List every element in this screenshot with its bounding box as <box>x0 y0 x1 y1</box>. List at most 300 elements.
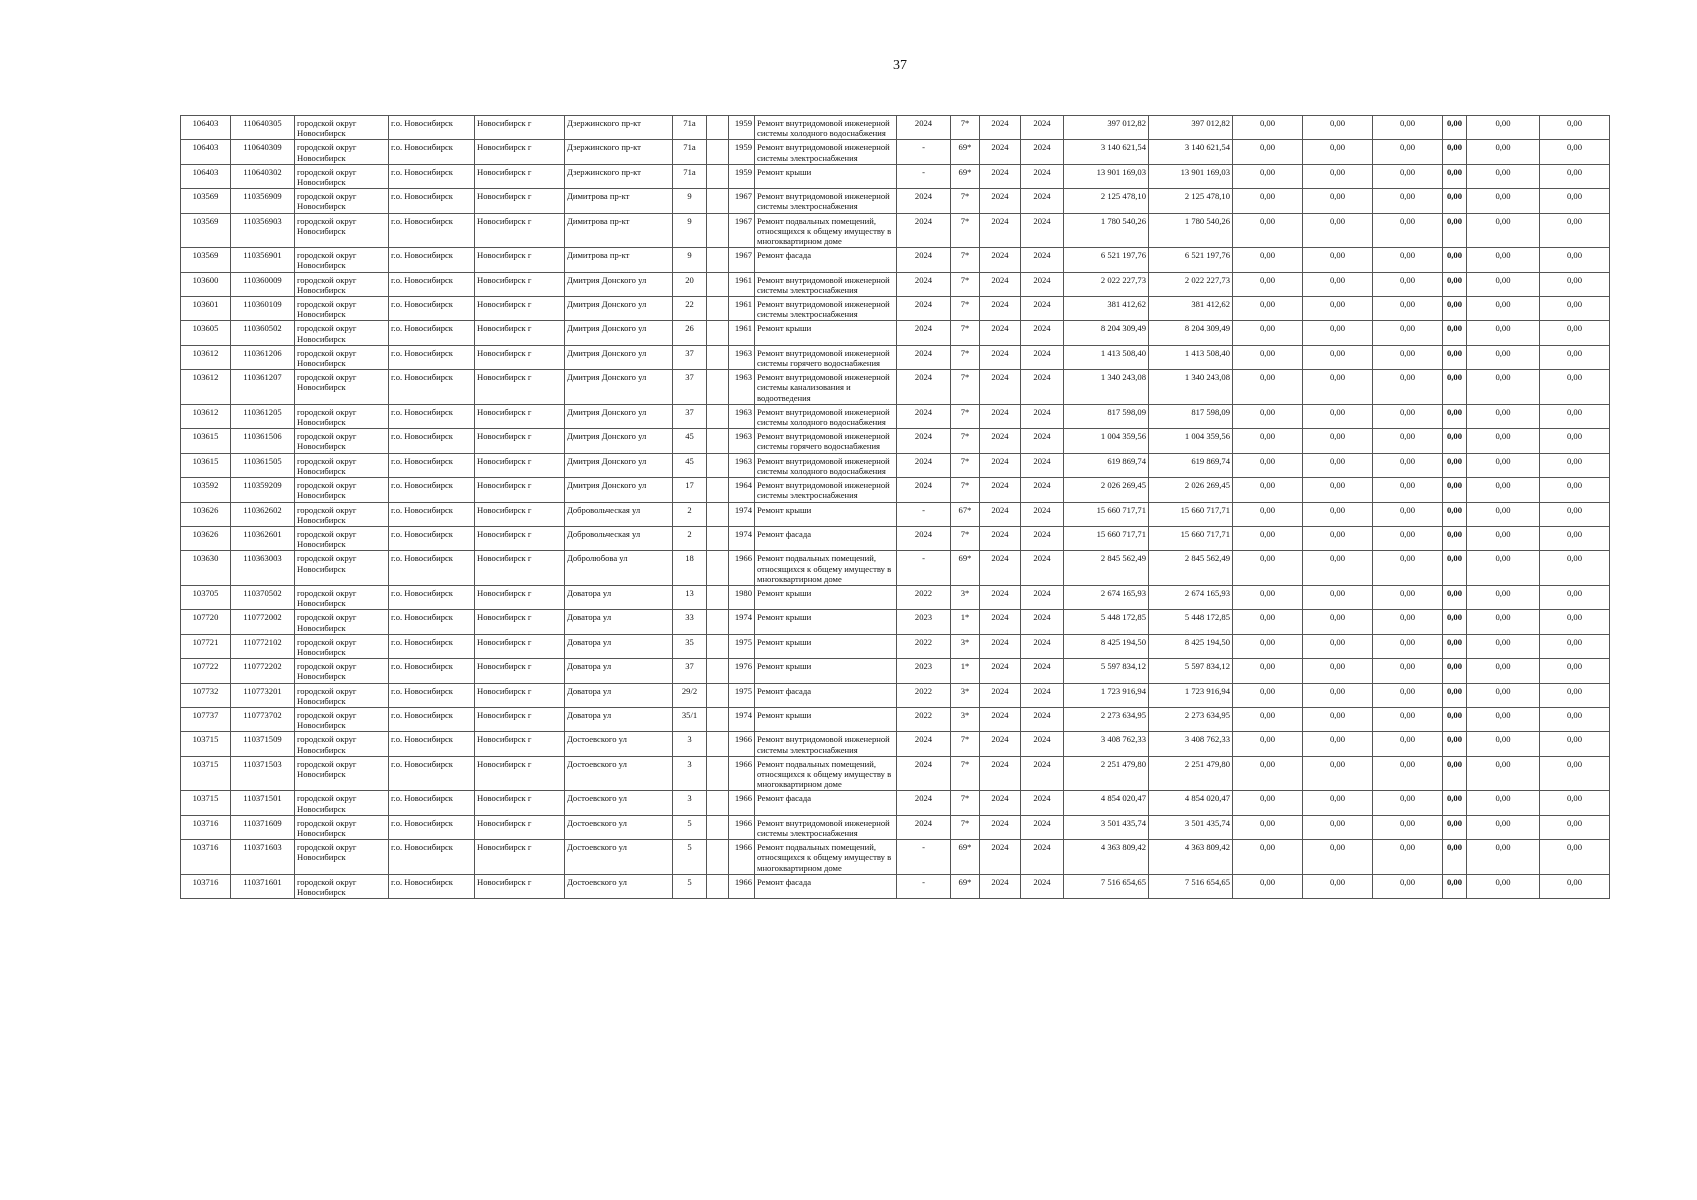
cell-work-type: Ремонт внутридомовой инженерной системы электроснабжения <box>755 297 897 321</box>
cell-federal-cost: 0,00 <box>1233 732 1303 756</box>
cell-city-district: г.о. Новосибирск <box>389 453 475 477</box>
cell-work-id: 110772202 <box>231 659 295 683</box>
cell-municipality: городской округ Новосибирск <box>295 551 389 586</box>
cell-building <box>707 453 729 477</box>
cell-reason: 3* <box>951 634 980 658</box>
cell-reason: 7* <box>951 478 980 502</box>
cell-year-built: 1961 <box>729 297 755 321</box>
cell-municipality: городской округ Новосибирск <box>295 478 389 502</box>
cell-planned-year: 2024 <box>897 791 951 815</box>
cell-year-built: 1959 <box>729 140 755 164</box>
cell-house-number: 5 <box>673 840 707 875</box>
cell-house-id: 103715 <box>181 732 231 756</box>
cell-work-id: 110361506 <box>231 429 295 453</box>
table-row <box>181 732 1610 756</box>
cell-planned-year: - <box>897 140 951 164</box>
cell-reason: 7* <box>951 815 980 839</box>
cell-total-cost: 6 521 197,76 <box>1064 248 1149 272</box>
cell-owners-cost: 0,00 <box>1467 321 1540 345</box>
cell-planned-year: 2022 <box>897 707 951 731</box>
cell-street: Доватора ул <box>565 707 673 731</box>
cell-work-type: Ремонт крыши <box>755 164 897 188</box>
cell-other: 0,00 <box>1443 683 1467 707</box>
cell-work-id: 110640305 <box>231 116 295 140</box>
cell-street: Дмитрия Донского ул <box>565 272 673 296</box>
cell-locality: Новосибирск г <box>475 526 565 550</box>
cell-total-cost: 4 854 020,47 <box>1064 791 1149 815</box>
cell-end-year: 2024 <box>1021 321 1064 345</box>
cell-local-cost: 0,00 <box>1373 732 1443 756</box>
cell-work-type: Ремонт крыши <box>755 321 897 345</box>
cell-start-year: 2024 <box>980 585 1021 609</box>
cell-regional-fund-cost: 2 125 478,10 <box>1149 189 1233 213</box>
cell-local-cost: 0,00 <box>1373 634 1443 658</box>
cell-planned-year: 2024 <box>897 732 951 756</box>
cell-year-built: 1963 <box>729 404 755 428</box>
cell-regional-fund-cost: 15 660 717,71 <box>1149 526 1233 550</box>
cell-work-type: Ремонт внутридомовой инженерной системы электроснабжения <box>755 815 897 839</box>
cell-total-cost: 1 413 508,40 <box>1064 345 1149 369</box>
cell-total-cost: 381 412,62 <box>1064 297 1149 321</box>
cell-house-id: 103715 <box>181 756 231 791</box>
cell-owners-cost: 0,00 <box>1467 683 1540 707</box>
cell-work-id: 110361206 <box>231 345 295 369</box>
cell-municipality: городской округ Новосибирск <box>295 585 389 609</box>
cell-work-id: 110371603 <box>231 840 295 875</box>
cell-city-district: г.о. Новосибирск <box>389 345 475 369</box>
cell-house-id: 103612 <box>181 404 231 428</box>
cell-remaining-cost: 0,00 <box>1540 585 1610 609</box>
cell-reason: 3* <box>951 585 980 609</box>
cell-building <box>707 791 729 815</box>
cell-regional-fund-cost: 2 845 562,49 <box>1149 551 1233 586</box>
cell-year-built: 1963 <box>729 345 755 369</box>
cell-local-cost: 0,00 <box>1373 164 1443 188</box>
cell-remaining-cost: 0,00 <box>1540 213 1610 248</box>
cell-year-built: 1963 <box>729 453 755 477</box>
cell-work-id: 110772002 <box>231 610 295 634</box>
cell-planned-year: 2022 <box>897 683 951 707</box>
cell-owners-cost: 0,00 <box>1467 551 1540 586</box>
cell-house-id: 103612 <box>181 370 231 405</box>
cell-planned-year: - <box>897 874 951 898</box>
cell-other: 0,00 <box>1443 213 1467 248</box>
cell-house-id: 107732 <box>181 683 231 707</box>
cell-remaining-cost: 0,00 <box>1540 610 1610 634</box>
cell-building <box>707 370 729 405</box>
cell-planned-year: 2024 <box>897 297 951 321</box>
cell-work-type: Ремонт фасада <box>755 683 897 707</box>
cell-street: Достоевского ул <box>565 756 673 791</box>
cell-other: 0,00 <box>1443 707 1467 731</box>
cell-regional-cost: 0,00 <box>1303 116 1373 140</box>
cell-regional-cost: 0,00 <box>1303 585 1373 609</box>
cell-work-id: 110361207 <box>231 370 295 405</box>
cell-other: 0,00 <box>1443 634 1467 658</box>
cell-start-year: 2024 <box>980 272 1021 296</box>
cell-regional-cost: 0,00 <box>1303 140 1373 164</box>
cell-house-id: 103626 <box>181 526 231 550</box>
cell-year-built: 1967 <box>729 248 755 272</box>
cell-house-id: 103716 <box>181 815 231 839</box>
cell-house-number: 17 <box>673 478 707 502</box>
cell-locality: Новосибирск г <box>475 683 565 707</box>
cell-planned-year: 2024 <box>897 272 951 296</box>
cell-house-number: 33 <box>673 610 707 634</box>
cell-building <box>707 297 729 321</box>
cell-other: 0,00 <box>1443 659 1467 683</box>
cell-year-built: 1967 <box>729 213 755 248</box>
cell-city-district: г.о. Новосибирск <box>389 659 475 683</box>
cell-start-year: 2024 <box>980 634 1021 658</box>
cell-owners-cost: 0,00 <box>1467 272 1540 296</box>
cell-regional-cost: 0,00 <box>1303 874 1373 898</box>
cell-house-id: 106403 <box>181 140 231 164</box>
cell-remaining-cost: 0,00 <box>1540 791 1610 815</box>
cell-local-cost: 0,00 <box>1373 429 1443 453</box>
cell-regional-fund-cost: 8 425 194,50 <box>1149 634 1233 658</box>
cell-municipality: городской округ Новосибирск <box>295 345 389 369</box>
cell-regional-cost: 0,00 <box>1303 478 1373 502</box>
cell-local-cost: 0,00 <box>1373 345 1443 369</box>
cell-city-district: г.о. Новосибирск <box>389 707 475 731</box>
cell-municipality: городской округ Новосибирск <box>295 297 389 321</box>
cell-year-built: 1966 <box>729 551 755 586</box>
cell-owners-cost: 0,00 <box>1467 404 1540 428</box>
table-row <box>181 840 1610 875</box>
cell-city-district: г.о. Новосибирск <box>389 164 475 188</box>
cell-owners-cost: 0,00 <box>1467 610 1540 634</box>
cell-house-id: 103716 <box>181 840 231 875</box>
cell-work-type: Ремонт подвальных помещений, относящихся к общему имуществу в многоквартирном доме <box>755 213 897 248</box>
cell-start-year: 2024 <box>980 404 1021 428</box>
cell-regional-fund-cost: 619 869,74 <box>1149 453 1233 477</box>
table-row <box>181 189 1610 213</box>
cell-locality: Новосибирск г <box>475 634 565 658</box>
cell-building <box>707 732 729 756</box>
cell-start-year: 2024 <box>980 164 1021 188</box>
cell-house-id: 107722 <box>181 659 231 683</box>
cell-other: 0,00 <box>1443 585 1467 609</box>
cell-start-year: 2024 <box>980 683 1021 707</box>
cell-remaining-cost: 0,00 <box>1540 659 1610 683</box>
cell-house-id: 103569 <box>181 189 231 213</box>
cell-federal-cost: 0,00 <box>1233 213 1303 248</box>
cell-work-id: 110356903 <box>231 213 295 248</box>
cell-street: Дмитрия Донского ул <box>565 321 673 345</box>
cell-house-id: 103705 <box>181 585 231 609</box>
cell-planned-year: 2023 <box>897 610 951 634</box>
cell-reason: 7* <box>951 732 980 756</box>
cell-work-type: Ремонт внутридомовой инженерной системы канализования и водоотведения <box>755 370 897 405</box>
cell-regional-fund-cost: 4 854 020,47 <box>1149 791 1233 815</box>
cell-municipality: городской округ Новосибирск <box>295 815 389 839</box>
cell-total-cost: 2 022 227,73 <box>1064 272 1149 296</box>
cell-building <box>707 116 729 140</box>
cell-locality: Новосибирск г <box>475 791 565 815</box>
cell-local-cost: 0,00 <box>1373 404 1443 428</box>
cell-regional-fund-cost: 817 598,09 <box>1149 404 1233 428</box>
cell-work-id: 110371503 <box>231 756 295 791</box>
cell-street: Дзержинского пр-кт <box>565 140 673 164</box>
cell-remaining-cost: 0,00 <box>1540 874 1610 898</box>
cell-house-number: 9 <box>673 189 707 213</box>
cell-remaining-cost: 0,00 <box>1540 140 1610 164</box>
table-row <box>181 634 1610 658</box>
cell-total-cost: 7 516 654,65 <box>1064 874 1149 898</box>
cell-reason: 7* <box>951 429 980 453</box>
cell-house-number: 37 <box>673 345 707 369</box>
cell-reason: 7* <box>951 404 980 428</box>
cell-municipality: городской округ Новосибирск <box>295 321 389 345</box>
table-body <box>181 116 1610 899</box>
table-row <box>181 404 1610 428</box>
cell-building <box>707 404 729 428</box>
cell-city-district: г.о. Новосибирск <box>389 551 475 586</box>
cell-house-number: 71а <box>673 164 707 188</box>
cell-total-cost: 3 140 621,54 <box>1064 140 1149 164</box>
cell-building <box>707 756 729 791</box>
cell-municipality: городской округ Новосибирск <box>295 610 389 634</box>
cell-remaining-cost: 0,00 <box>1540 840 1610 875</box>
cell-owners-cost: 0,00 <box>1467 297 1540 321</box>
cell-regional-fund-cost: 381 412,62 <box>1149 297 1233 321</box>
cell-reason: 3* <box>951 707 980 731</box>
cell-year-built: 1974 <box>729 707 755 731</box>
cell-federal-cost: 0,00 <box>1233 272 1303 296</box>
cell-planned-year: 2024 <box>897 815 951 839</box>
cell-start-year: 2024 <box>980 297 1021 321</box>
cell-city-district: г.о. Новосибирск <box>389 140 475 164</box>
cell-municipality: городской округ Новосибирск <box>295 874 389 898</box>
cell-locality: Новосибирск г <box>475 732 565 756</box>
cell-locality: Новосибирск г <box>475 248 565 272</box>
cell-locality: Новосибирск г <box>475 815 565 839</box>
cell-total-cost: 2 674 165,93 <box>1064 585 1149 609</box>
cell-regional-cost: 0,00 <box>1303 683 1373 707</box>
cell-regional-cost: 0,00 <box>1303 551 1373 586</box>
cell-city-district: г.о. Новосибирск <box>389 502 475 526</box>
cell-start-year: 2024 <box>980 791 1021 815</box>
cell-reason: 7* <box>951 345 980 369</box>
cell-regional-cost: 0,00 <box>1303 213 1373 248</box>
cell-end-year: 2024 <box>1021 429 1064 453</box>
table-row <box>181 791 1610 815</box>
cell-owners-cost: 0,00 <box>1467 429 1540 453</box>
cell-work-type: Ремонт внутридомовой инженерной системы холодного водоснабжения <box>755 453 897 477</box>
cell-planned-year: - <box>897 551 951 586</box>
cell-building <box>707 551 729 586</box>
cell-reason: 69* <box>951 551 980 586</box>
cell-owners-cost: 0,00 <box>1467 213 1540 248</box>
cell-planned-year: 2024 <box>897 213 951 248</box>
cell-work-id: 110356909 <box>231 189 295 213</box>
cell-remaining-cost: 0,00 <box>1540 756 1610 791</box>
cell-other: 0,00 <box>1443 551 1467 586</box>
cell-house-number: 37 <box>673 404 707 428</box>
cell-owners-cost: 0,00 <box>1467 189 1540 213</box>
cell-municipality: городской округ Новосибирск <box>295 453 389 477</box>
cell-other: 0,00 <box>1443 453 1467 477</box>
cell-street: Доватора ул <box>565 585 673 609</box>
table-row <box>181 683 1610 707</box>
cell-remaining-cost: 0,00 <box>1540 478 1610 502</box>
table-row <box>181 610 1610 634</box>
cell-work-id: 110361205 <box>231 404 295 428</box>
cell-year-built: 1966 <box>729 756 755 791</box>
cell-street: Доватора ул <box>565 659 673 683</box>
cell-municipality: городской округ Новосибирск <box>295 707 389 731</box>
cell-regional-cost: 0,00 <box>1303 248 1373 272</box>
cell-house-id: 103612 <box>181 345 231 369</box>
cell-house-number: 13 <box>673 585 707 609</box>
cell-planned-year: 2024 <box>897 526 951 550</box>
cell-federal-cost: 0,00 <box>1233 116 1303 140</box>
cell-total-cost: 1 004 359,56 <box>1064 429 1149 453</box>
cell-regional-fund-cost: 5 448 172,85 <box>1149 610 1233 634</box>
cell-municipality: городской округ Новосибирск <box>295 370 389 405</box>
cell-reason: 7* <box>951 272 980 296</box>
cell-local-cost: 0,00 <box>1373 140 1443 164</box>
cell-building <box>707 585 729 609</box>
cell-locality: Новосибирск г <box>475 502 565 526</box>
cell-work-type: Ремонт внутридомовой инженерной системы электроснабжения <box>755 732 897 756</box>
cell-locality: Новосибирск г <box>475 297 565 321</box>
cell-end-year: 2024 <box>1021 213 1064 248</box>
cell-end-year: 2024 <box>1021 272 1064 296</box>
cell-house-number: 2 <box>673 502 707 526</box>
cell-end-year: 2024 <box>1021 634 1064 658</box>
cell-municipality: городской округ Новосибирск <box>295 116 389 140</box>
cell-street: Дмитрия Донского ул <box>565 370 673 405</box>
cell-work-id: 110363003 <box>231 551 295 586</box>
table-row <box>181 815 1610 839</box>
cell-local-cost: 0,00 <box>1373 815 1443 839</box>
cell-local-cost: 0,00 <box>1373 321 1443 345</box>
cell-house-id: 103569 <box>181 213 231 248</box>
cell-work-type: Ремонт фасада <box>755 248 897 272</box>
cell-owners-cost: 0,00 <box>1467 453 1540 477</box>
cell-regional-fund-cost: 13 901 169,03 <box>1149 164 1233 188</box>
cell-house-id: 106403 <box>181 116 231 140</box>
table-row <box>181 140 1610 164</box>
cell-other: 0,00 <box>1443 791 1467 815</box>
cell-regional-cost: 0,00 <box>1303 526 1373 550</box>
cell-street: Дмитрия Донского ул <box>565 297 673 321</box>
cell-municipality: городской округ Новосибирск <box>295 248 389 272</box>
cell-federal-cost: 0,00 <box>1233 321 1303 345</box>
cell-street: Добровольческая ул <box>565 526 673 550</box>
cell-owners-cost: 0,00 <box>1467 370 1540 405</box>
cell-year-built: 1963 <box>729 370 755 405</box>
cell-local-cost: 0,00 <box>1373 370 1443 405</box>
cell-other: 0,00 <box>1443 370 1467 405</box>
cell-end-year: 2024 <box>1021 453 1064 477</box>
cell-reason: 7* <box>951 297 980 321</box>
cell-other: 0,00 <box>1443 404 1467 428</box>
cell-local-cost: 0,00 <box>1373 791 1443 815</box>
cell-start-year: 2024 <box>980 248 1021 272</box>
cell-regional-fund-cost: 3 501 435,74 <box>1149 815 1233 839</box>
cell-reason: 67* <box>951 502 980 526</box>
table-row <box>181 272 1610 296</box>
cell-building <box>707 345 729 369</box>
cell-locality: Новосибирск г <box>475 551 565 586</box>
cell-locality: Новосибирск г <box>475 272 565 296</box>
cell-building <box>707 213 729 248</box>
cell-work-type: Ремонт фасада <box>755 526 897 550</box>
cell-house-number: 9 <box>673 213 707 248</box>
cell-house-id: 103605 <box>181 321 231 345</box>
cell-owners-cost: 0,00 <box>1467 248 1540 272</box>
cell-remaining-cost: 0,00 <box>1540 164 1610 188</box>
table-row <box>181 213 1610 248</box>
cell-planned-year: 2024 <box>897 404 951 428</box>
table-row <box>181 116 1610 140</box>
cell-house-id: 107737 <box>181 707 231 731</box>
cell-work-type: Ремонт внутридомовой инженерной системы электроснабжения <box>755 140 897 164</box>
cell-start-year: 2024 <box>980 453 1021 477</box>
cell-work-id: 110360502 <box>231 321 295 345</box>
cell-regional-cost: 0,00 <box>1303 610 1373 634</box>
cell-local-cost: 0,00 <box>1373 297 1443 321</box>
cell-work-type: Ремонт крыши <box>755 659 897 683</box>
cell-federal-cost: 0,00 <box>1233 815 1303 839</box>
document-sheet <box>180 115 1610 899</box>
cell-city-district: г.о. Новосибирск <box>389 815 475 839</box>
cell-work-type: Ремонт внутридомовой инженерной системы горячего водоснабжения <box>755 429 897 453</box>
cell-municipality: городской округ Новосибирск <box>295 213 389 248</box>
cell-regional-fund-cost: 2 251 479,80 <box>1149 756 1233 791</box>
table-row <box>181 551 1610 586</box>
cell-street: Достоевского ул <box>565 815 673 839</box>
cell-end-year: 2024 <box>1021 345 1064 369</box>
cell-end-year: 2024 <box>1021 404 1064 428</box>
cell-street: Дзержинского пр-кт <box>565 116 673 140</box>
cell-house-number: 22 <box>673 297 707 321</box>
cell-local-cost: 0,00 <box>1373 453 1443 477</box>
cell-work-type: Ремонт внутридомовой инженерной системы электроснабжения <box>755 189 897 213</box>
cell-city-district: г.о. Новосибирск <box>389 526 475 550</box>
cell-other: 0,00 <box>1443 429 1467 453</box>
cell-federal-cost: 0,00 <box>1233 248 1303 272</box>
cell-end-year: 2024 <box>1021 610 1064 634</box>
cell-federal-cost: 0,00 <box>1233 707 1303 731</box>
cell-house-id: 103630 <box>181 551 231 586</box>
cell-remaining-cost: 0,00 <box>1540 707 1610 731</box>
cell-year-built: 1967 <box>729 189 755 213</box>
cell-work-type: Ремонт подвальных помещений, относящихся к общему имуществу в многоквартирном доме <box>755 551 897 586</box>
cell-local-cost: 0,00 <box>1373 840 1443 875</box>
cell-other: 0,00 <box>1443 815 1467 839</box>
cell-owners-cost: 0,00 <box>1467 478 1540 502</box>
cell-street: Димитрова пр-кт <box>565 213 673 248</box>
table-row <box>181 297 1610 321</box>
cell-house-number: 35/1 <box>673 707 707 731</box>
cell-building <box>707 707 729 731</box>
cell-other: 0,00 <box>1443 272 1467 296</box>
cell-city-district: г.о. Новосибирск <box>389 370 475 405</box>
cell-year-built: 1964 <box>729 478 755 502</box>
cell-work-type: Ремонт крыши <box>755 502 897 526</box>
cell-regional-cost: 0,00 <box>1303 164 1373 188</box>
cell-municipality: городской округ Новосибирск <box>295 791 389 815</box>
cell-work-type: Ремонт внутридомовой инженерной системы холодного водоснабжения <box>755 116 897 140</box>
cell-regional-cost: 0,00 <box>1303 429 1373 453</box>
cell-planned-year: 2024 <box>897 453 951 477</box>
cell-house-id: 103615 <box>181 429 231 453</box>
cell-year-built: 1980 <box>729 585 755 609</box>
